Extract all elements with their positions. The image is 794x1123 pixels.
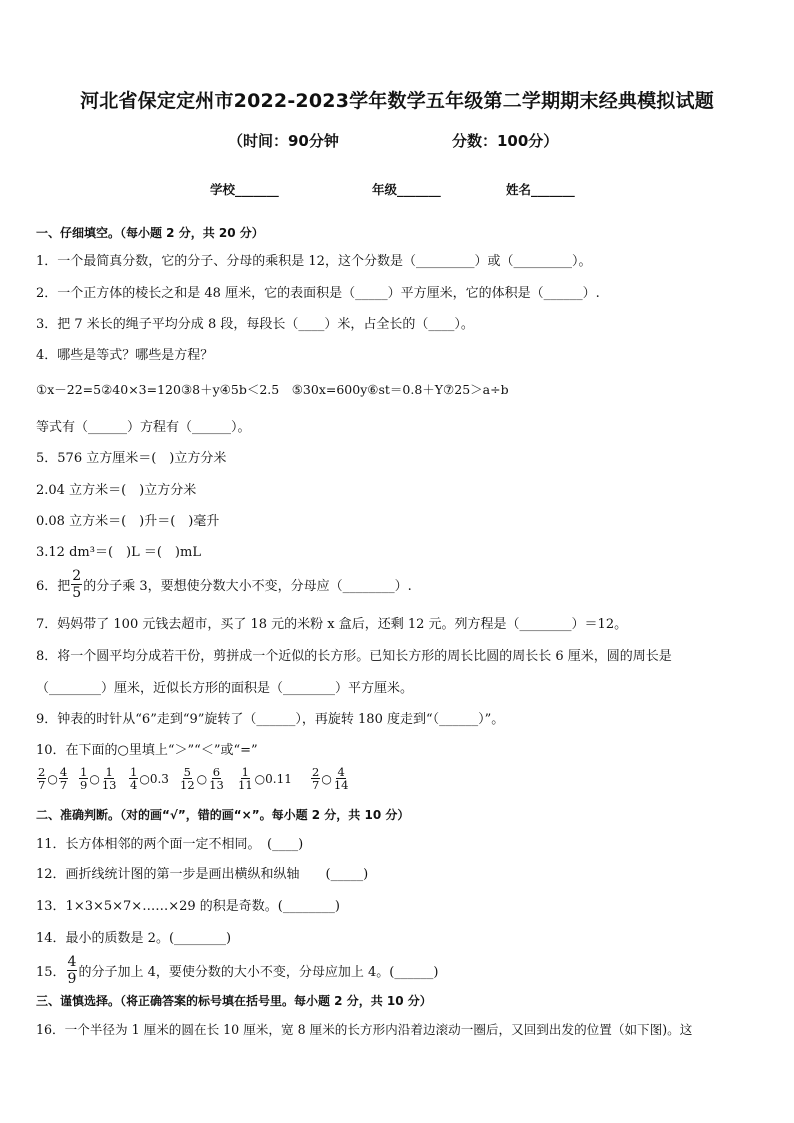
- fraction-numerator: 1: [80, 765, 88, 779]
- fraction-numerator: 6: [212, 765, 221, 779]
- compare-circle[interactable]: ○: [89, 771, 100, 786]
- question-12: 12．画折线统计图的第一步是画出横纵和纵轴 (_____): [36, 867, 369, 882]
- fraction-numerator: 1: [105, 765, 113, 779]
- fraction-numerator: 4: [59, 765, 68, 779]
- question-5d: 3.12 dm³＝( )L ＝( )mL: [36, 545, 201, 560]
- question-8b: （________）厘米，近似长方形的面积是（________）平方厘米。: [36, 681, 414, 696]
- school-field: 学校_______: [210, 182, 279, 197]
- question-7: 7．妈妈带了 100 元钱去超市，买了 18 元的米粉 x 盒后，还剩 12 元。列方程是（________）＝12。: [36, 617, 628, 632]
- fraction-denominator: 7: [59, 778, 68, 792]
- fraction-denominator: 13: [101, 778, 117, 792]
- question-8a: 8．将一个圆平均分成若干份，剪拼成一个近似的长方形。已知长方形的周长比圆的周长长 6 厘米，圆的周长是: [36, 649, 672, 664]
- question-4-items: ①x－22=5②40×3=120③8＋y④5b＜2.5 ⑤30x=600y⑥st＝0.8＋Y⑦25＞a÷b: [36, 382, 509, 397]
- compare-item: [78, 766, 118, 791]
- question-1: 1．一个最简真分数，它的分子、分母的乘积是 12，这个分数是（_________）或（_________）。: [36, 254, 592, 269]
- question-15-fraction: [67, 954, 78, 987]
- fraction: [101, 766, 118, 791]
- compare-item: [128, 766, 169, 791]
- question-5b: 2.04 立方米＝( )立方分米: [36, 483, 197, 498]
- question-6: [36, 568, 412, 601]
- section2-heading: 二、准确判断。（对的画“√”，错的画“×”。每小题 2 分，共 10 分）: [36, 808, 410, 822]
- fraction-denominator: 11: [238, 778, 253, 792]
- fraction: [59, 766, 68, 791]
- section1-heading: 一、仔细填空。（每小题 2 分，共 20 分）: [36, 226, 264, 240]
- fraction-denominator: 14: [333, 778, 349, 792]
- grade-field: 年级_______: [372, 182, 441, 197]
- question-16: 16．一个半径为 1 厘米的圆在长 10 厘米，宽 8 厘米的长方形内沿着边滚动一圈后，又回到出发的位置（如下图)。这: [36, 1022, 693, 1037]
- fraction-numerator: 4: [337, 765, 345, 779]
- question-11: 11．长方体相邻的两个面一定不相同。 (____): [36, 837, 304, 852]
- question-15: [36, 954, 438, 987]
- fraction: [179, 766, 196, 791]
- fraction-denominator: 5: [72, 585, 82, 601]
- question-4: 4．哪些是等式？哪些是方程？: [36, 348, 214, 363]
- fraction-numerator: 2: [312, 765, 320, 779]
- question-3: 3．把 7 米长的绳子平均分成 8 段，每段长（____）米，占全长的（____）。: [36, 317, 474, 332]
- compare-circle[interactable]: ○: [321, 771, 332, 786]
- question-6-fraction: [71, 568, 82, 601]
- fraction-denominator: 13: [209, 778, 224, 792]
- fraction-numerator: 5: [183, 765, 191, 779]
- question-9: 9．钟表的时针从“6”走到“9”旋转了（______），再旋转 180 度走到“（______）”。: [36, 712, 505, 727]
- question-4-answer: 等式有（______）方程有（______）。: [36, 420, 251, 435]
- fraction: [37, 766, 46, 791]
- question-5a: 5．576 立方厘米＝( )立方分米: [36, 451, 227, 466]
- question-10: 10．在下面的○里填上“＞”“＜”或“=”: [36, 743, 258, 758]
- fraction-denominator: 4: [130, 778, 138, 792]
- question-15-suffix: 的分子加上 4，要使分数的大小不变，分母应加上 4。(______): [78, 965, 439, 980]
- compare-circle[interactable]: ○: [47, 771, 58, 786]
- page-title: 河北省保定定州市2022-2023学年数学五年级第二学期期末经典模拟试题: [80, 90, 714, 112]
- fraction-denominator: 9: [80, 778, 88, 792]
- fraction: [311, 766, 320, 791]
- question-2: 2．一个正方体的棱长之和是 48 厘米，它的表面积是（_____）平方厘米，它的体积是（______）.: [36, 286, 600, 301]
- score-label: 分数：100分）: [452, 132, 559, 150]
- fraction-denominator: 9: [67, 971, 77, 987]
- fraction-denominator: 7: [38, 778, 46, 792]
- question-14: 14．最小的质数是 2。(________): [36, 931, 232, 946]
- fraction-numerator: 2: [72, 568, 82, 584]
- fraction: [333, 766, 350, 791]
- fraction: [237, 766, 254, 791]
- compare-item: [236, 766, 292, 791]
- fraction-numerator: 1: [241, 765, 249, 779]
- compare-item: [310, 766, 350, 791]
- fraction-denominator: 7: [312, 778, 320, 792]
- fraction-denominator: 12: [180, 778, 195, 792]
- decimal-value: 0.11: [265, 771, 292, 786]
- time-label: （时间：90分钟: [228, 132, 339, 150]
- compare-circle[interactable]: ○: [254, 771, 266, 786]
- decimal-value: 0.3: [149, 771, 169, 786]
- compare-circle[interactable]: ○: [196, 771, 208, 786]
- fraction: [129, 766, 138, 791]
- compare-item: [178, 766, 226, 791]
- question-6-suffix: 的分子乘 3，要想使分数大小不变，分母应（________）.: [83, 579, 412, 594]
- fraction-numerator: 4: [67, 954, 77, 970]
- section3-heading: 三、谨慎选择。（将正确答案的标号填在括号里。每小题 2 分，共 10 分）: [36, 994, 432, 1008]
- fraction: [79, 766, 88, 791]
- fraction: [208, 766, 225, 791]
- question-6-prefix: 6．把: [36, 579, 71, 594]
- question-15-prefix: 15．: [36, 965, 66, 980]
- compare-circle[interactable]: ○: [139, 771, 150, 786]
- name-field: 姓名_______: [506, 182, 575, 197]
- compare-item: [36, 766, 69, 791]
- question-5c: 0.08 立方米＝( )升＝( )毫升: [36, 514, 220, 529]
- fraction-numerator: 2: [38, 765, 46, 779]
- fraction-numerator: 1: [130, 765, 138, 779]
- question-13: 13．1×3×5×7×……×29 的积是奇数。(________): [36, 899, 340, 914]
